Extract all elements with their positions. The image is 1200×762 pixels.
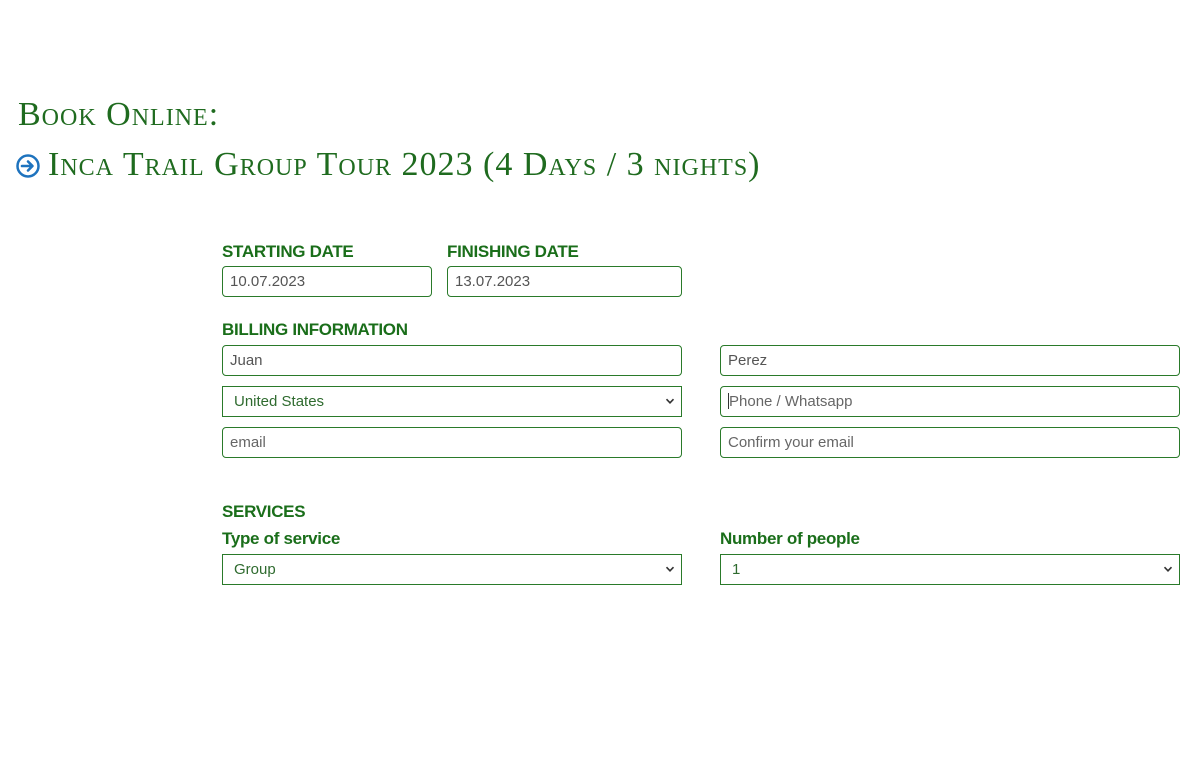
tour-title-text: Inca Trail Group Tour 2023 (4 Days / 3 nights) (48, 146, 761, 183)
finishing-date-label: FINISHING DATE (447, 242, 579, 261)
chevron-down-icon (665, 564, 675, 574)
country-select[interactable] (222, 386, 682, 417)
starting-date-input[interactable]: 10.07.2023 (222, 266, 432, 297)
phone-whatsapp-placeholder: Phone / Whatsapp (729, 393, 853, 410)
page-title: Book Online: (18, 96, 220, 133)
billing-information-label: BILLING INFORMATION (222, 320, 408, 339)
confirm-email-input[interactable]: Confirm your email (720, 427, 1180, 458)
arrow-circle-right-icon (16, 154, 40, 178)
number-of-people-value: 1 (732, 561, 741, 578)
country-select-value: United States (234, 393, 325, 410)
chevron-down-icon (1163, 564, 1173, 574)
finishing-date-input[interactable]: 13.07.2023 (447, 266, 682, 297)
last-name-input[interactable]: Perez (720, 345, 1180, 376)
type-of-service-label: Type of service (222, 529, 341, 548)
phone-whatsapp-input[interactable] (720, 386, 1180, 417)
chevron-down-icon (665, 396, 675, 406)
email-input[interactable]: email (222, 427, 682, 458)
starting-date-label: STARTING DATE (222, 242, 354, 261)
first-name-input[interactable]: Juan (222, 345, 682, 376)
type-of-service-select[interactable] (222, 554, 682, 585)
services-label: SERVICES (222, 502, 306, 521)
number-of-people-label: Number of people (720, 529, 860, 548)
number-of-people-select[interactable] (720, 554, 1180, 585)
type-of-service-value: Group (234, 561, 276, 578)
tour-title (16, 146, 761, 184)
